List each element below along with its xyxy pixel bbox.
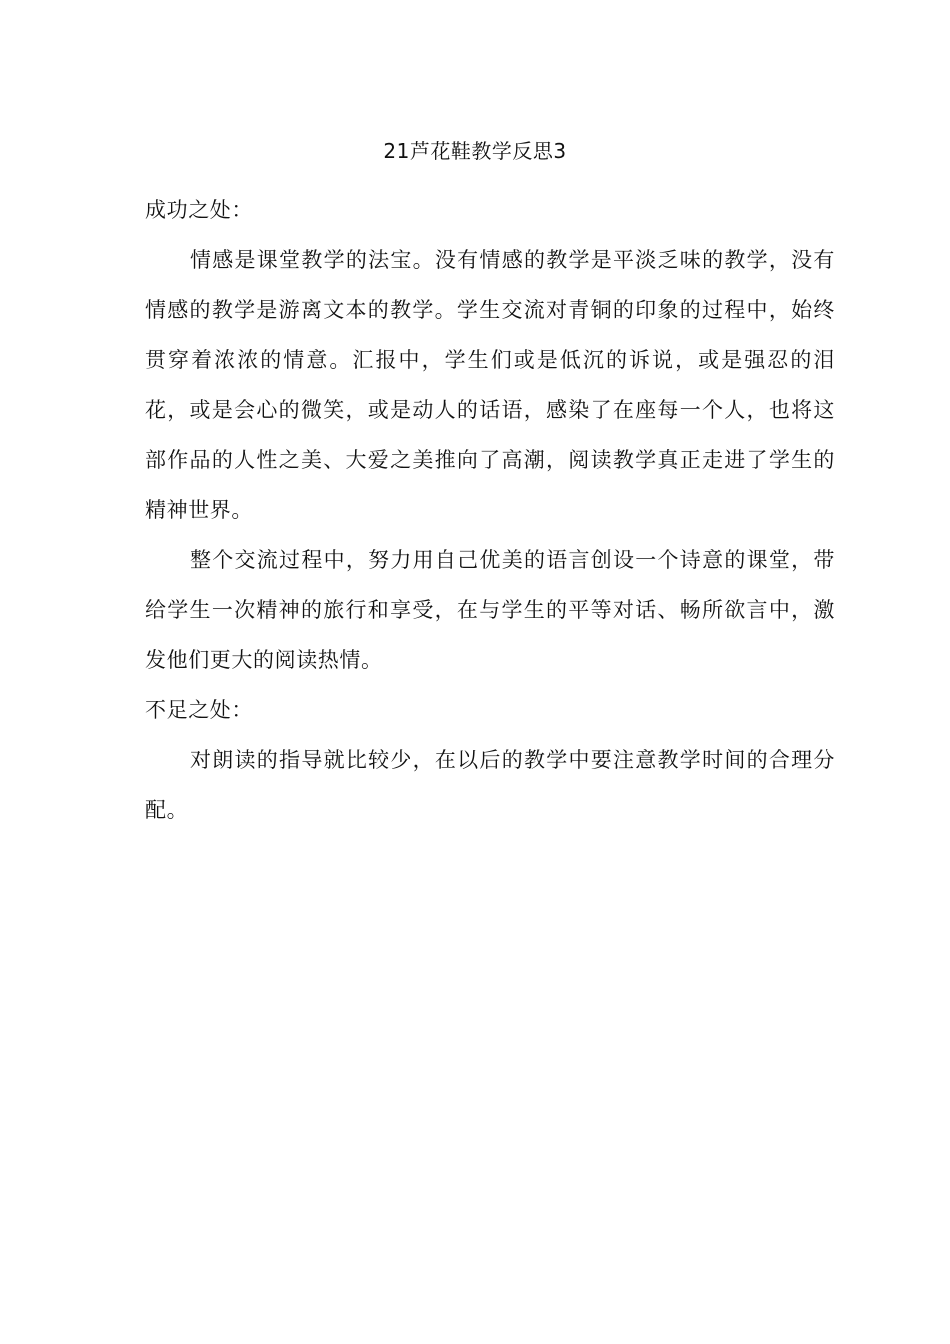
paragraph-exchange: 整个交流过程中，努力用自己优美的语言创设一个诗意的课堂，带给学生一次精神的旅行和享受，在与学生的平等对话、畅所欲言中，激发他们更大的阅读热情。 <box>145 548 835 672</box>
paragraph-emotion: 情感是课堂教学的法宝。没有情感的教学是平淡乏味的教学，没有情感的教学是游离文本的教学。学生交流对青铜的印象的过程中，始终贯穿着浓浓的情意。汇报中，学生们或是低沉的诉说，或是强忍的泪花，或是会心的微笑，或是动人的话语，感染了在座每一个人，也将这部作品的人性之美、大爱之美推向了高潮，阅读教学真正走进了学生的精神世界。 <box>145 248 835 522</box>
section-shortcomings <box>145 685 835 835</box>
document-title: 21芦花鞋教学反思3 <box>383 139 567 163</box>
section-heading-shortcomings: 不足之处： <box>145 698 253 722</box>
section-success <box>145 185 835 685</box>
paragraph-reading-guidance: 对朗读的指导就比较少，在以后的教学中要注意教学时间的合理分配。 <box>145 748 835 822</box>
document-body <box>145 185 835 835</box>
section-heading-success: 成功之处： <box>145 198 253 222</box>
